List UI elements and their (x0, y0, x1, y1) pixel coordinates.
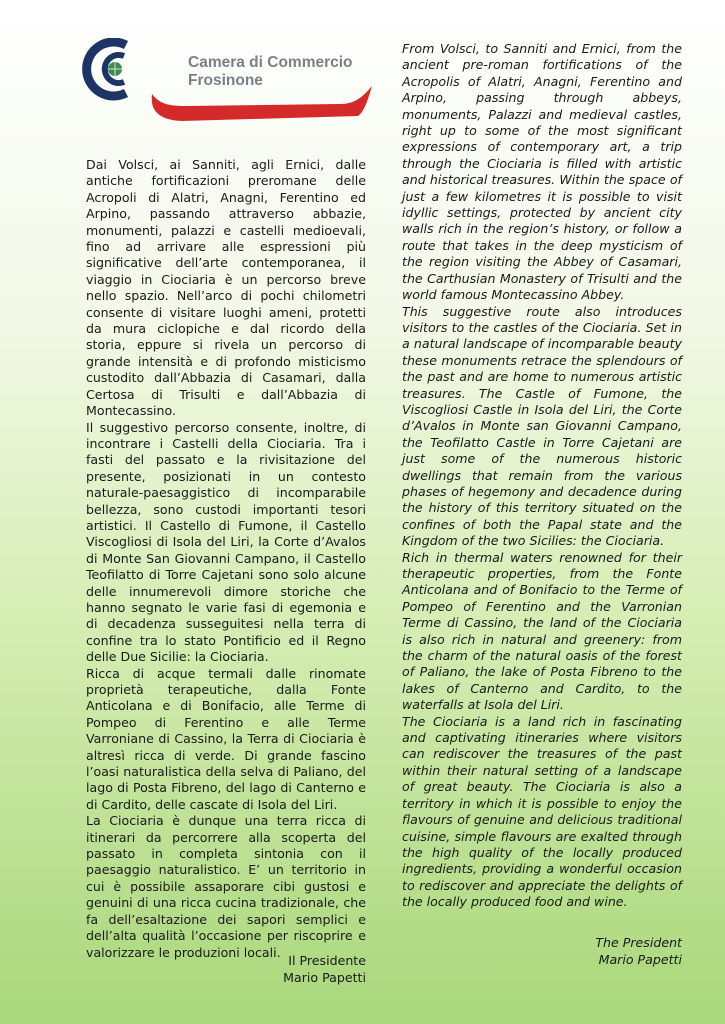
english-paragraph-3: Rich in thermal waters renowned for their therapeutic properties, from the Fonte Anticolana and of Bonifacio to the Terme of Pompeo of Ferentino and the Varronian Terme di Cassino, the land of the Ciociaria is also rich in natural and greenery: from the charm of the natural oasis of the forest of Paliano, the lake of Posta Fibreno to the lakes of Canterno and Cardito, to the waterfalls at Isola del Liri. (402, 549, 682, 713)
italian-signature-name: Mario Papetti (283, 970, 366, 985)
english-paragraph-4: The Ciociaria is a land rich in fascinating and captivating itineraries where visitors can rediscover the treasures of the past within their natural setting of a landscape of great beauty. The Ciociaria is also a territory in which it is possible to enjoy the flavours of genuine and delicious traditional cuisine, simple flavours are exalted through the high quality of the locally produced ingredients, providing a wonderful occasion to rediscover and appreciate the delights of the locally produced food and wine. (402, 713, 682, 910)
italian-signature (86, 952, 366, 986)
chamber-logo (82, 38, 372, 128)
italian-column (86, 157, 366, 961)
italian-paragraph-3: Ricca di acque termali dalle rinomate proprietà terapeutiche, dalla Fonte Anticolana e di Bonifacio, alle Terme di Pompeo di Ferentino e alle Terme Varroniane di Cassino, la Terra di Ciociaria è altresì ricca di verde. Di grande fascino l’oasi naturalistica della selva di Paliano, del lago di Posta Fibreno, del lago di Canterno e di Cardito, delle cascate di Isola del Liri. (86, 665, 366, 812)
english-signature (402, 934, 682, 968)
english-paragraph-1: From Volsci, to Sanniti and Ernici, from the ancient pre-roman fortifications of the Acropolis of Alatri, Anagni, Ferentino and Arpino, passing through abbeys, monuments, Palazzi and medieval castles, right up to some of the most significant expressions of contemporary art, a trip through the Ciociaria is filled with artistic and historical treasures. Within the space of just a few kilometres it is possible to visit idyllic settings, protected by ancient city walls rich in the region’s history, or follow a route that takes in the deep mysticism of the region visiting the Abbey of Casamari, the Carthusian Monastery of Trisulti and the world famous Montecassino Abbey. (402, 41, 682, 303)
italian-signature-role: Il Presidente (288, 953, 366, 968)
italian-paragraph-2: Il suggestivo percorso consente, inoltre, di incontrare i Castelli della Ciociaria. Tra i fasti del passato e la rivisitazione del presente, posizionati in un contesto naturale-paesaggistico di incomparabile bellezza, sono custodi importanti tesori artistici. Il Castello di Fumone, il Castello Viscogliosi di Isola del Liri, la Corte d’Avalos di Monte San Giovanni Campano, il Castello Teofilatto di Torre Cajetani sono solo alcune delle innumerevoli dimore storiche che hanno segnato le varie fasi di egemonia e di decadenza susseguitesi nella terra di confine tra lo stato Pontificio ed il Regno delle Due Sicilie: la Ciociaria. (86, 419, 366, 665)
italian-paragraph-4: La Ciociaria è dunque una terra ricca di itinerari da percorrere alla scoperta del passato in completa sintonia con il paesaggio naturalistico. E’ un territorio in cui è possibile assaporare cibi gustosi e genuini di una ricca cucina tradizionale, che fa dell’esaltazione dei sapori semplici e dell’alta qualità l’occasione per riscoprire e valorizzare le produzioni locali. (86, 813, 366, 960)
english-column (402, 41, 682, 911)
logo-title-line1: Camera di Commercio (188, 54, 353, 71)
english-signature-name: Mario Papetti (598, 952, 682, 967)
chamber-name (188, 54, 353, 90)
english-signature-role: The President (595, 935, 682, 950)
english-paragraph-2: This suggestive route also introduces visitors to the castles of the Ciociaria. Set in a natural landscape of incomparable beauty these monuments retrace the splendours of the past and are home to numerous artistic treasures. The Castle of Fumone, the Viscogliosi Castle in Isola del Liri, the Corte d’Avalos in Monte san Giovanni Campano, the Teofilatto Castle in Torre Cajetani are just some of the numerous historic dwellings that remain from the various phases of hegemony and decadence during the history of this territory situated on the confines of both the Papal state and the Kingdom of the two Sicilies: the Ciociaria. (402, 303, 682, 549)
italian-paragraph-1: Dai Volsci, ai Sanniti, agli Ernici, dalle antiche fortificazioni preromane delle Acropoli di Alatri, Anagni, Ferentino ed Arpino, passando attraverso abbazie, monumenti, palazzi e castelli medioevali, fino ad arrivare alle espressioni più significative dell’arte contemporanea, il viaggio in Ciociaria è un percorso breve nello spazio. Nell’arco di pochi chilometri consente di visitare luoghi ameni, protetti da mura ciclopiche e dal ricordo della storia, eppure si rivela un percorso di grande intensità e di profondo misticismo custodito dall’Abbazia di Casamari, dalla Certosa di Trisulti e dall’Abbazia di Montecassino. (86, 157, 366, 419)
logo-title-line2: Frosinone (188, 72, 263, 89)
